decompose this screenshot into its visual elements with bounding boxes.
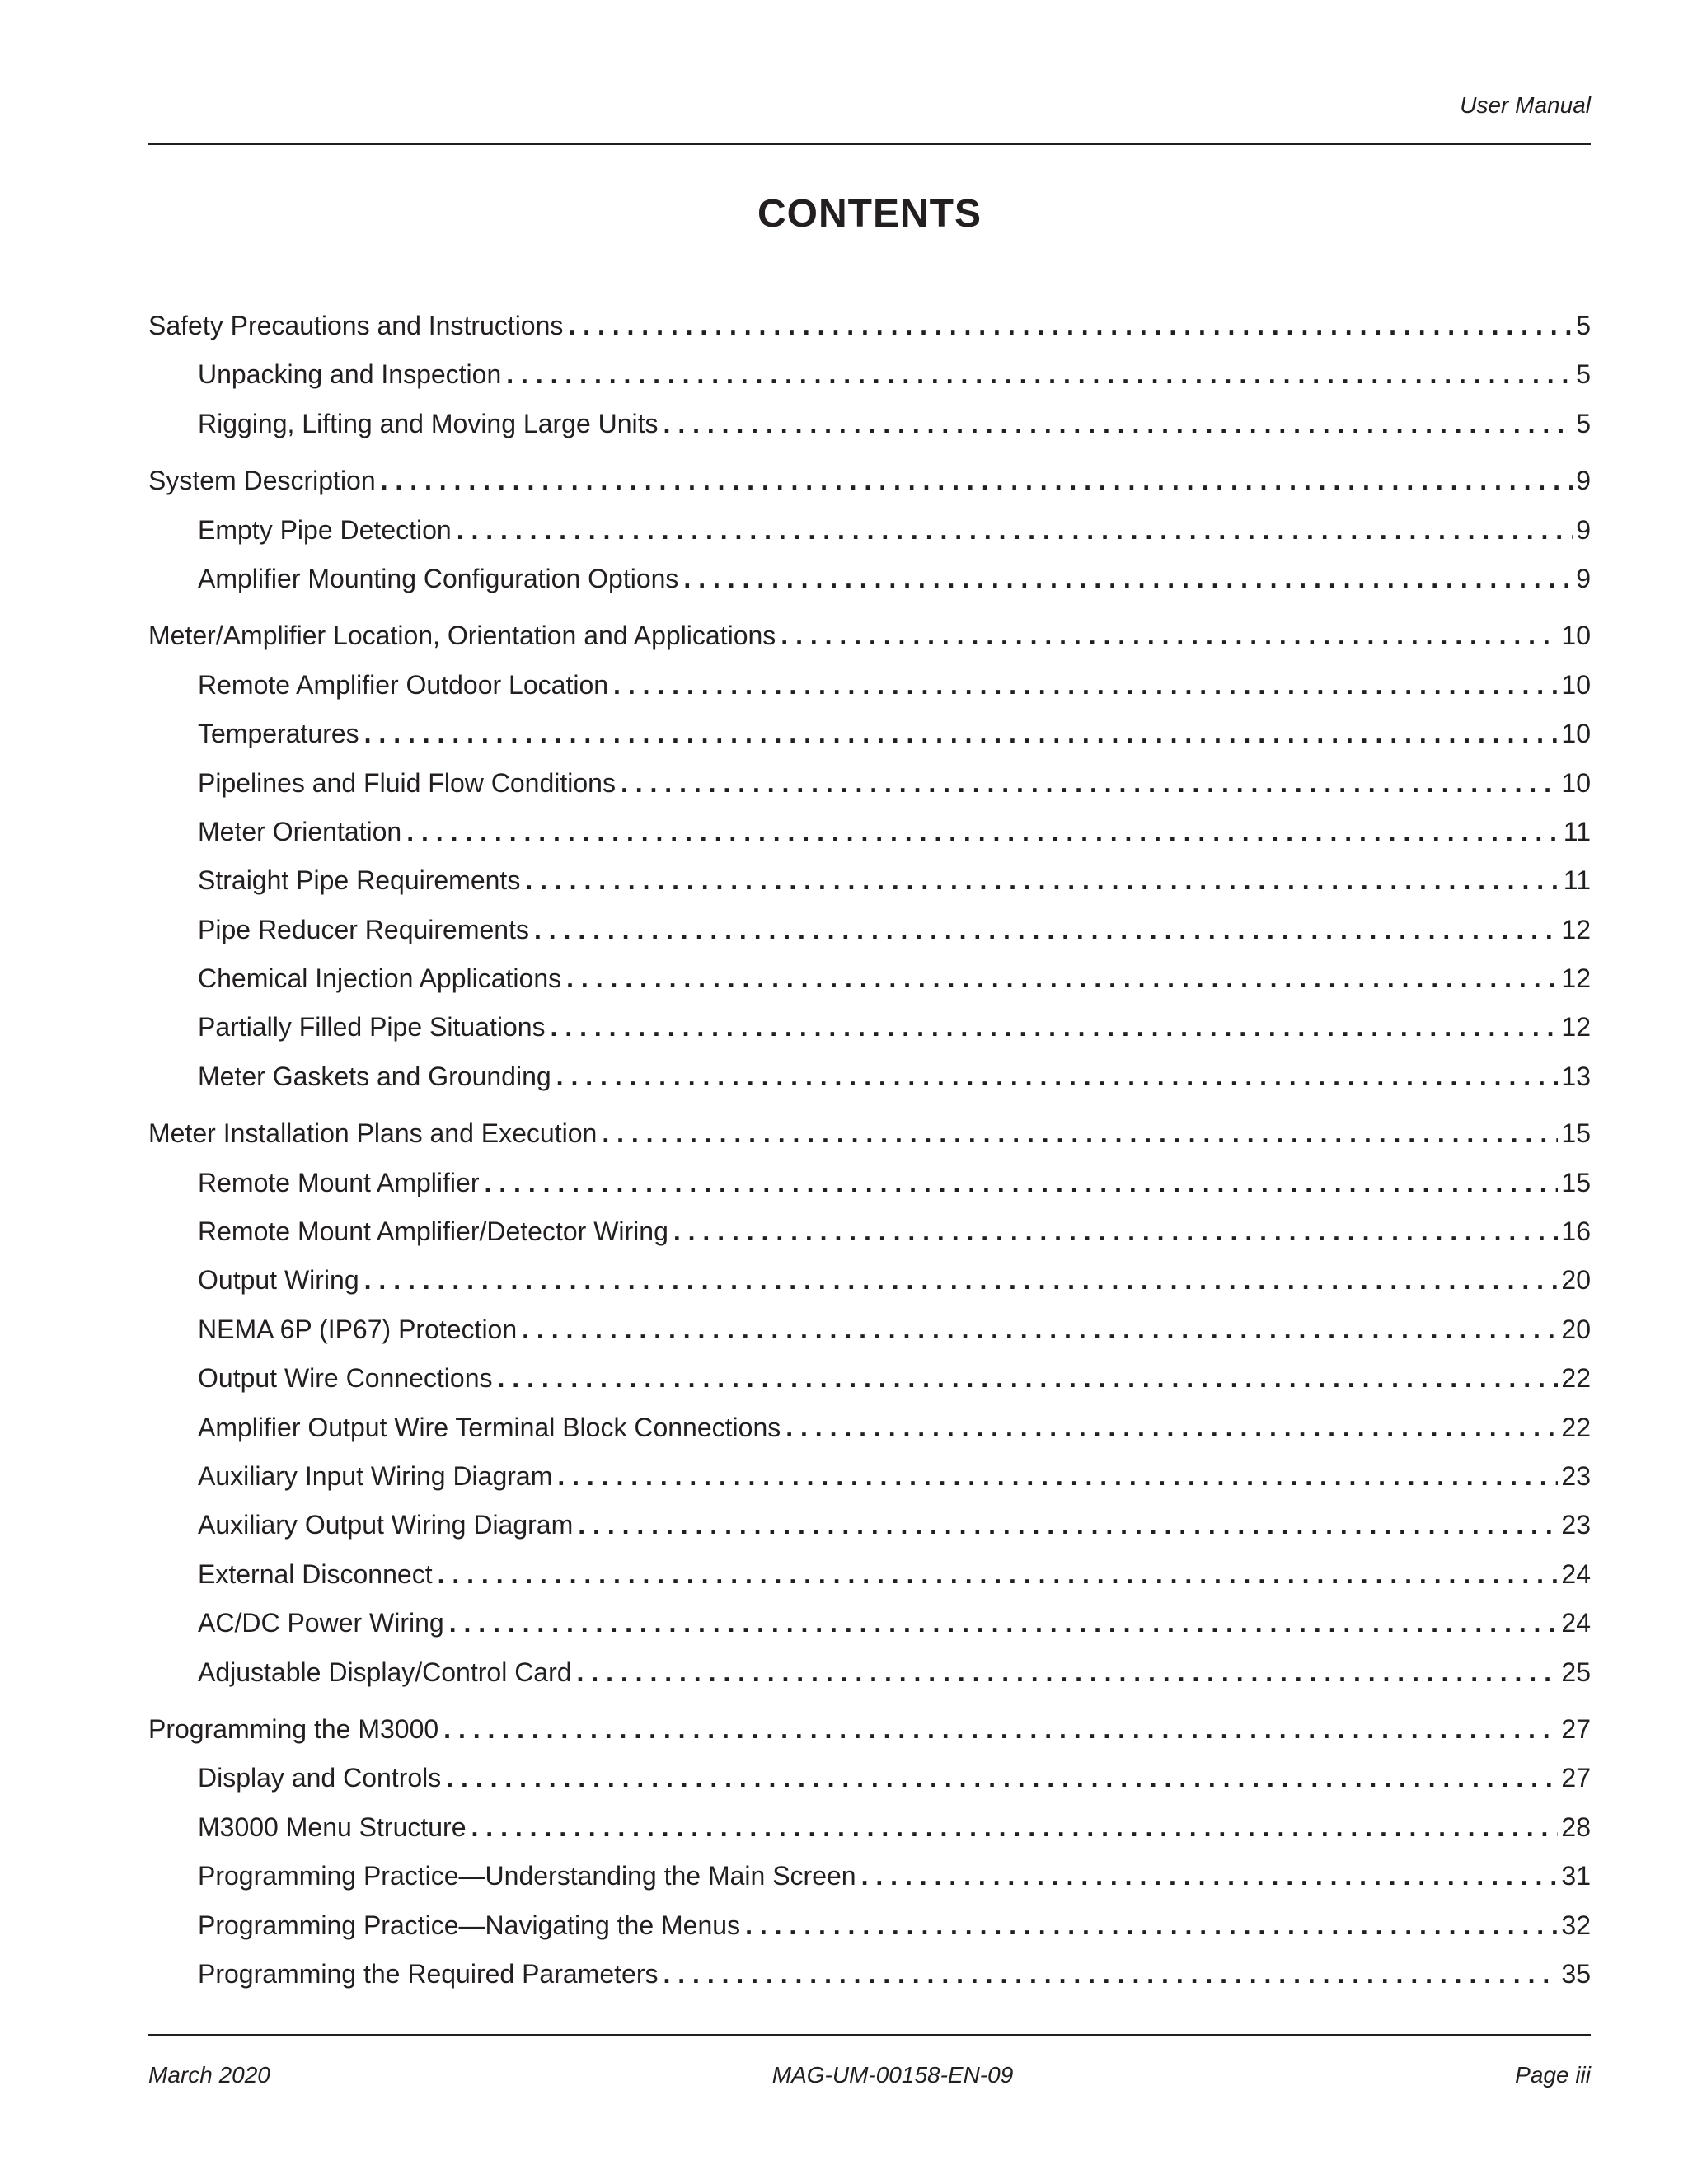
dot-leader — [506, 350, 1573, 399]
toc-section — [148, 612, 1591, 1101]
toc-entry-page-number: 10 — [1561, 719, 1591, 749]
dot-leader — [525, 856, 1559, 905]
toc-entry-label: Remote Mount Amplifier — [198, 1167, 480, 1197]
dot-leader — [568, 302, 1573, 350]
toc-entry-page-number: 10 — [1561, 767, 1591, 798]
toc-subentry[interactable] — [148, 1207, 1591, 1256]
dot-leader — [364, 1256, 1559, 1305]
toc-entry-page-number: 24 — [1561, 1608, 1591, 1638]
toc-entry-page-number: 24 — [1561, 1558, 1591, 1589]
toc-subentry[interactable] — [148, 808, 1591, 856]
toc-entry-label: System Description — [148, 466, 376, 496]
footer-date: March 2020 — [148, 2062, 270, 2088]
toc-entry-page-number: 22 — [1561, 1363, 1591, 1394]
dot-leader — [449, 1599, 1559, 1647]
dot-leader — [551, 1003, 1559, 1052]
toc-entry[interactable] — [148, 1109, 1591, 1158]
toc-section — [148, 302, 1591, 448]
toc-entry-page-number: 5 — [1576, 408, 1591, 438]
toc-entry-label: Chemical Injection Applications — [198, 963, 562, 994]
toc-entry-page-number: 9 — [1576, 466, 1591, 496]
toc-entry-page-number: 11 — [1563, 865, 1591, 896]
toc-subentry[interactable] — [148, 1003, 1591, 1052]
footer-rule — [148, 2034, 1591, 2036]
toc-entry-page-number: 12 — [1561, 914, 1591, 944]
toc-entry-page-number: 35 — [1561, 1958, 1591, 1989]
toc-entry-label: Meter Gaskets and Grounding — [198, 1061, 551, 1091]
toc-entry-page-number: 5 — [1576, 311, 1591, 340]
toc-entry-label: External Disconnect — [198, 1558, 433, 1589]
dot-leader — [381, 457, 1573, 505]
dot-leader — [443, 1705, 1558, 1754]
toc-entry-page-number: 10 — [1561, 669, 1591, 700]
toc-subentry[interactable] — [148, 400, 1591, 448]
toc-entry-label: Meter Orientation — [198, 816, 402, 846]
toc-entry-label: Auxiliary Input Wiring Diagram — [198, 1460, 553, 1491]
toc-entry[interactable] — [148, 302, 1591, 350]
toc-entry-page-number: 27 — [1561, 1713, 1591, 1744]
dot-leader — [566, 954, 1558, 1003]
toc-entry-label: Programming Practice—Navigating the Menus — [198, 1910, 741, 1940]
toc-subentry[interactable] — [148, 1501, 1591, 1549]
toc-entry-label: Straight Pipe Requirements — [198, 865, 521, 896]
page-header: User Manual — [1460, 92, 1591, 118]
toc-entry-page-number: 13 — [1561, 1061, 1591, 1091]
toc-subentry[interactable] — [148, 1852, 1591, 1900]
toc-entry-label: Pipelines and Fluid Flow Conditions — [198, 767, 616, 798]
dot-leader — [446, 1754, 1558, 1802]
toc-entry-label: Partially Filled Pipe Situations — [198, 1012, 546, 1043]
dot-leader — [602, 1109, 1558, 1158]
toc-subentry[interactable] — [148, 506, 1591, 555]
dot-leader — [578, 1501, 1558, 1549]
toc-subentry[interactable] — [148, 555, 1591, 603]
toc-entry[interactable] — [148, 612, 1591, 660]
toc-entry-label: Empty Pipe Detection — [198, 514, 452, 545]
toc-subentry[interactable] — [148, 1599, 1591, 1647]
dot-leader — [613, 661, 1558, 710]
dot-leader — [522, 1305, 1558, 1354]
dot-leader — [663, 400, 1573, 448]
toc-entry-label: Adjustable Display/Control Card — [198, 1657, 572, 1687]
toc-subentry[interactable] — [148, 759, 1591, 808]
toc-entry[interactable] — [148, 457, 1591, 505]
toc-subentry[interactable] — [148, 1550, 1591, 1599]
dot-leader — [457, 506, 1573, 555]
footer-page-label: Page iii — [1515, 2062, 1591, 2088]
dot-leader — [484, 1159, 1558, 1207]
toc-subentry[interactable] — [148, 1159, 1591, 1207]
toc-entry-page-number: 23 — [1561, 1510, 1591, 1540]
toc-subentry[interactable] — [148, 954, 1591, 1003]
footer-doc-number: MAG-UM-00158-EN-09 — [771, 2062, 1014, 2088]
dot-leader — [785, 1404, 1558, 1452]
toc-entry-page-number: 20 — [1561, 1314, 1591, 1344]
toc-subentry[interactable] — [148, 1354, 1591, 1403]
toc-entry-page-number: 28 — [1561, 1811, 1591, 1842]
dot-leader — [438, 1550, 1559, 1599]
toc-entry-label: Safety Precautions and Instructions — [148, 311, 564, 340]
dot-leader — [498, 1354, 1559, 1403]
toc-entry-page-number: 22 — [1561, 1412, 1591, 1442]
toc-subentry[interactable] — [148, 1803, 1591, 1852]
toc-entry-label: Remote Amplifier Outdoor Location — [198, 669, 609, 700]
toc-subentry[interactable] — [148, 1305, 1591, 1354]
dot-leader — [471, 1803, 1559, 1852]
toc-entry-label: Display and Controls — [198, 1763, 442, 1793]
toc-entry-label: Remote Mount Amplifier/Detector Wiring — [198, 1216, 668, 1247]
toc-subentry[interactable] — [148, 1648, 1591, 1697]
toc-subentry[interactable] — [148, 1901, 1591, 1950]
toc-entry-label: Pipe Reducer Requirements — [198, 914, 529, 944]
dot-leader — [745, 1901, 1558, 1950]
toc-entry[interactable] — [148, 1705, 1591, 1754]
toc-entry-page-number: 15 — [1561, 1167, 1591, 1197]
toc-entry-label: Meter Installation Plans and Execution — [148, 1118, 598, 1149]
toc-entry-label: Rigging, Lifting and Moving Large Units — [198, 408, 659, 438]
toc-entry-page-number: 15 — [1561, 1118, 1591, 1149]
toc-entry-page-number: 12 — [1561, 1012, 1591, 1043]
dot-leader — [577, 1648, 1559, 1697]
toc-subentry[interactable] — [148, 350, 1591, 399]
toc-section — [148, 1109, 1591, 1697]
toc-subentry[interactable] — [148, 1950, 1591, 1999]
dot-leader — [557, 1452, 1558, 1501]
dot-leader — [534, 906, 1558, 954]
table-of-contents — [148, 302, 1591, 2007]
toc-entry-label: M3000 Menu Structure — [198, 1811, 467, 1842]
toc-entry-label: Meter/Amplifier Location, Orientation and Applications — [148, 621, 776, 651]
toc-entry-page-number: 20 — [1561, 1265, 1591, 1296]
toc-entry-page-number: 5 — [1576, 359, 1591, 390]
dot-leader — [556, 1052, 1559, 1101]
dot-leader — [673, 1207, 1559, 1256]
dot-leader — [663, 1950, 1558, 1999]
dot-leader — [621, 759, 1558, 808]
toc-entry-page-number: 31 — [1561, 1861, 1591, 1891]
toc-entry-label: Amplifier Mounting Configuration Options — [198, 563, 679, 593]
toc-entry-label: Temperatures — [198, 719, 359, 749]
toc-entry-label: Output Wire Connections — [198, 1363, 493, 1394]
dot-leader — [781, 612, 1558, 660]
toc-subentry[interactable] — [148, 1052, 1591, 1101]
toc-subentry[interactable] — [148, 1754, 1591, 1802]
toc-subentry[interactable] — [148, 856, 1591, 905]
toc-entry-page-number: 23 — [1561, 1460, 1591, 1491]
dot-leader — [364, 710, 1559, 758]
toc-entry-label: Output Wiring — [198, 1265, 359, 1296]
dot-leader — [683, 555, 1573, 603]
toc-subentry[interactable] — [148, 710, 1591, 758]
toc-entry-page-number: 12 — [1561, 963, 1591, 994]
header-rule — [148, 143, 1591, 145]
toc-section — [148, 1705, 1591, 1999]
page-footer — [148, 2062, 1591, 2088]
dot-leader — [861, 1852, 1559, 1900]
toc-entry-label: Programming Practice—Understanding the Main Screen — [198, 1861, 856, 1891]
toc-entry-label: Programming the Required Parameters — [198, 1958, 659, 1989]
toc-subentry[interactable] — [148, 661, 1591, 710]
toc-entry-page-number: 25 — [1561, 1657, 1591, 1687]
toc-subentry[interactable] — [148, 1256, 1591, 1305]
toc-entry-page-number: 27 — [1561, 1763, 1591, 1793]
toc-subentry[interactable] — [148, 1404, 1591, 1452]
toc-entry-page-number: 9 — [1576, 514, 1591, 545]
toc-entry-label: Auxiliary Output Wiring Diagram — [198, 1510, 574, 1540]
toc-entry-page-number: 9 — [1576, 563, 1591, 593]
page-title: CONTENTS — [757, 192, 982, 236]
toc-entry-page-number: 32 — [1561, 1910, 1591, 1940]
toc-section — [148, 457, 1591, 603]
toc-entry-page-number: 10 — [1561, 621, 1591, 651]
dot-leader — [406, 808, 1560, 856]
toc-entry-page-number: 16 — [1561, 1216, 1591, 1247]
toc-entry-label: NEMA 6P (IP67) Protection — [198, 1314, 518, 1344]
toc-entry-label: AC/DC Power Wiring — [198, 1608, 444, 1638]
toc-entry-label: Unpacking and Inspection — [198, 359, 502, 390]
toc-entry-label: Programming the M3000 — [148, 1713, 439, 1744]
toc-entry-label: Amplifier Output Wire Terminal Block Connections — [198, 1412, 781, 1442]
toc-subentry[interactable] — [148, 1452, 1591, 1501]
toc-entry-page-number: 11 — [1563, 816, 1591, 846]
toc-subentry[interactable] — [148, 906, 1591, 954]
